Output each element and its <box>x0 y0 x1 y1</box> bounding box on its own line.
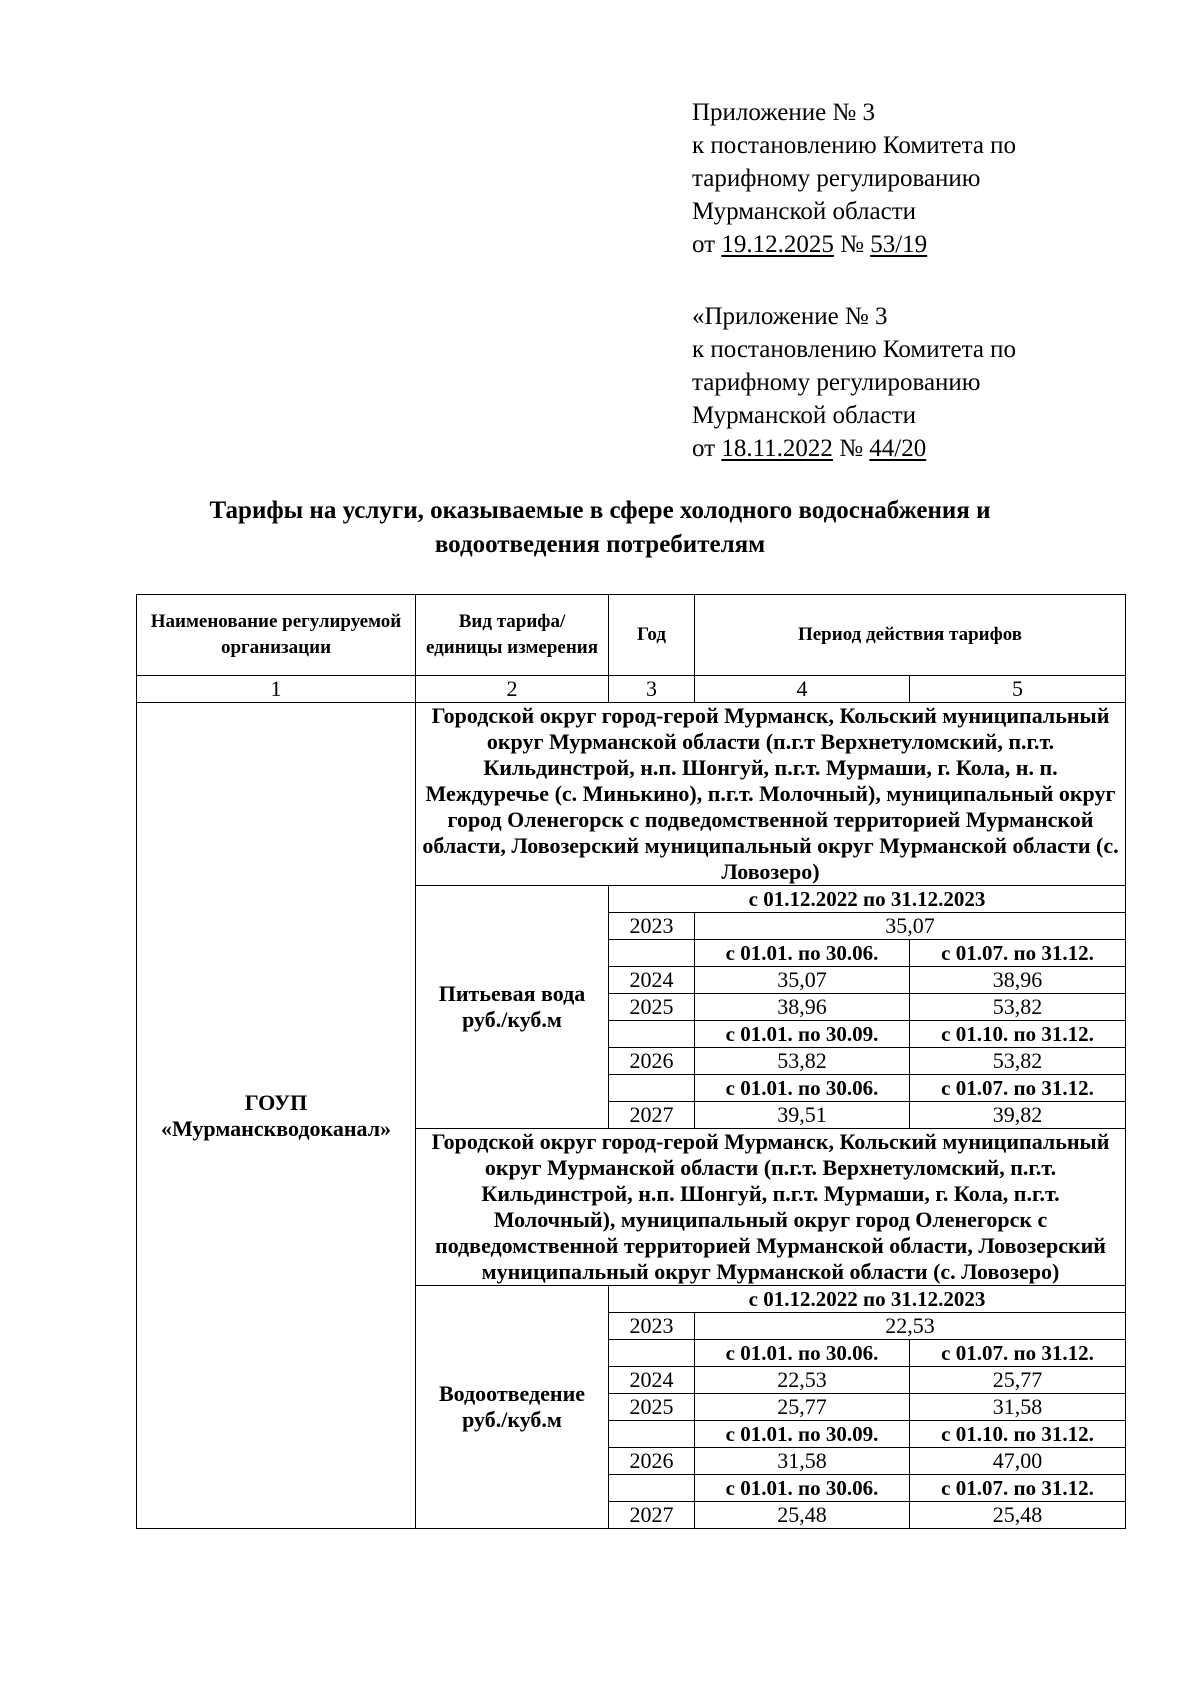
tariff-value: 38,96 <box>695 994 910 1021</box>
column-number: 3 <box>609 676 695 703</box>
tariff-value: 25,77 <box>910 1367 1126 1394</box>
date-prefix: от <box>692 231 716 258</box>
header-org: Наименование регулируемой организации <box>137 595 416 676</box>
tariff-value: 47,00 <box>910 1448 1126 1475</box>
period-label: с 01.01. по 30.09. <box>695 1421 910 1448</box>
tariff-value: 25,48 <box>910 1502 1126 1529</box>
appendix-line: тарифному регулированию <box>692 369 981 396</box>
period-label: с 01.07. по 31.12. <box>910 1475 1126 1502</box>
period-label: с 01.01. по 30.06. <box>695 1340 910 1367</box>
year-cell <box>609 1475 695 1502</box>
header-tariff-type: Вид тарифа/ единицы измерения <box>416 595 609 676</box>
number-sign: № <box>839 435 864 462</box>
tariff-value: 22,53 <box>695 1313 1126 1340</box>
tariff-value: 35,07 <box>695 967 910 994</box>
year-cell <box>609 1075 695 1102</box>
period-label: с 01.12.2022 по 31.12.2023 <box>609 1286 1126 1313</box>
tariff-value: 53,82 <box>695 1048 910 1075</box>
water-tariff-type: Питьевая вода руб./куб.м <box>416 886 609 1129</box>
year-cell <box>609 940 695 967</box>
column-number-row <box>137 676 1126 703</box>
document-title <box>100 494 1100 562</box>
resolution-number: 53/19 <box>870 231 928 258</box>
period-label: с 01.07. по 31.12. <box>910 1075 1126 1102</box>
appendix-line: к постановлению Комитета по <box>692 132 1017 159</box>
tariff-value: 39,51 <box>695 1102 910 1129</box>
tariff-value: 31,58 <box>695 1448 910 1475</box>
tariff-value: 31,58 <box>910 1394 1126 1421</box>
appendix-line: Мурманской области <box>692 402 917 429</box>
resolution-date: 18.11.2022 <box>721 435 833 462</box>
resolution-number: 44/20 <box>869 435 927 462</box>
year-cell: 2024 <box>609 967 695 994</box>
year-cell: 2026 <box>609 1448 695 1475</box>
tariffs-table <box>136 594 1126 1529</box>
appendix-title: «Приложение № 3 <box>692 303 888 330</box>
year-cell: 2023 <box>609 913 695 940</box>
column-number: 1 <box>137 676 416 703</box>
year-cell: 2027 <box>609 1502 695 1529</box>
resolution-date: 19.12.2025 <box>721 231 834 258</box>
tariff-value: 53,82 <box>910 994 1126 1021</box>
appendix-date-line <box>692 432 1112 465</box>
appendix-line: Мурманской области <box>692 198 917 225</box>
tariff-value: 53,82 <box>910 1048 1126 1075</box>
period-label: с 01.01. по 30.06. <box>695 940 910 967</box>
year-cell: 2023 <box>609 1313 695 1340</box>
tariff-value: 35,07 <box>695 913 1126 940</box>
period-label: с 01.07. по 31.12. <box>910 1340 1126 1367</box>
appendix-date-line <box>692 228 1112 261</box>
appendix-current-block <box>692 96 1112 261</box>
water-region: Городской округ город-герой Мурманск, Кольский муниципальный округ Мурманской области (п.г.т Верхнетуломский, п.г.т. Кильдинстрой, н.п. Шонгуй, п.г.т. Мурмаши, г. Кола, н. п. Междуречье (с. Минькино), п.г.т. Молочный), муниципальный округ город Оленегорск с подведомственной территорией Мурманской области, Ловозерский муниципальный округ Мурманской области (с. Ловозеро) <box>416 703 1126 886</box>
header-period: Период действия тарифов <box>695 595 1126 676</box>
year-cell <box>609 1340 695 1367</box>
tariff-value: 25,48 <box>695 1502 910 1529</box>
date-prefix: от <box>692 435 716 462</box>
year-cell: 2024 <box>609 1367 695 1394</box>
title-line-1: Тарифы на услуги, оказываемые в сфере холодного водоснабжения и <box>209 497 991 524</box>
year-cell: 2025 <box>609 994 695 1021</box>
table-row <box>137 703 1126 886</box>
organization-name: ГОУП «Мурманскводоканал» <box>137 703 416 1529</box>
column-number: 5 <box>910 676 1126 703</box>
sewage-region: Городской округ город-герой Мурманск, Кольский муниципальный округ Мурманской области (п.г.т. Верхнетуломский, п.г.т. Кильдинстрой, н.п. Шонгуй, п.г.т. Мурмаши, г. Кола, п.г.т. Молочный), муниципальный округ город Оленегорск с подведомственной территорией Мурманской области, Ловозерский муниципальный округ Мурманской области (с. Ловозеро) <box>416 1129 1126 1286</box>
appendix-title: Приложение № 3 <box>692 99 876 126</box>
appendix-original-block <box>692 300 1112 465</box>
year-cell: 2025 <box>609 1394 695 1421</box>
tariff-value: 38,96 <box>910 967 1126 994</box>
number-sign: № <box>840 231 864 258</box>
header-row <box>137 595 1126 676</box>
appendix-line: тарифному регулированию <box>692 165 981 192</box>
tariff-value: 22,53 <box>695 1367 910 1394</box>
period-label: с 01.07. по 31.12. <box>910 940 1126 967</box>
period-label: с 01.01. по 30.06. <box>695 1475 910 1502</box>
year-cell <box>609 1021 695 1048</box>
tariff-value: 39,82 <box>910 1102 1126 1129</box>
column-number: 4 <box>695 676 910 703</box>
period-label: с 01.10. по 31.12. <box>910 1021 1126 1048</box>
period-label: с 01.12.2022 по 31.12.2023 <box>609 886 1126 913</box>
header-year: Год <box>609 595 695 676</box>
sewage-tariff-type: Водоотведение руб./куб.м <box>416 1286 609 1529</box>
year-cell: 2027 <box>609 1102 695 1129</box>
column-number: 2 <box>416 676 609 703</box>
period-label: с 01.01. по 30.06. <box>695 1075 910 1102</box>
period-label: с 01.10. по 31.12. <box>910 1421 1126 1448</box>
period-label: с 01.01. по 30.09. <box>695 1021 910 1048</box>
year-cell <box>609 1421 695 1448</box>
appendix-line: к постановлению Комитета по <box>692 336 1017 363</box>
year-cell: 2026 <box>609 1048 695 1075</box>
tariff-value: 25,77 <box>695 1394 910 1421</box>
title-line-2: водоотведения потребителям <box>434 531 766 558</box>
